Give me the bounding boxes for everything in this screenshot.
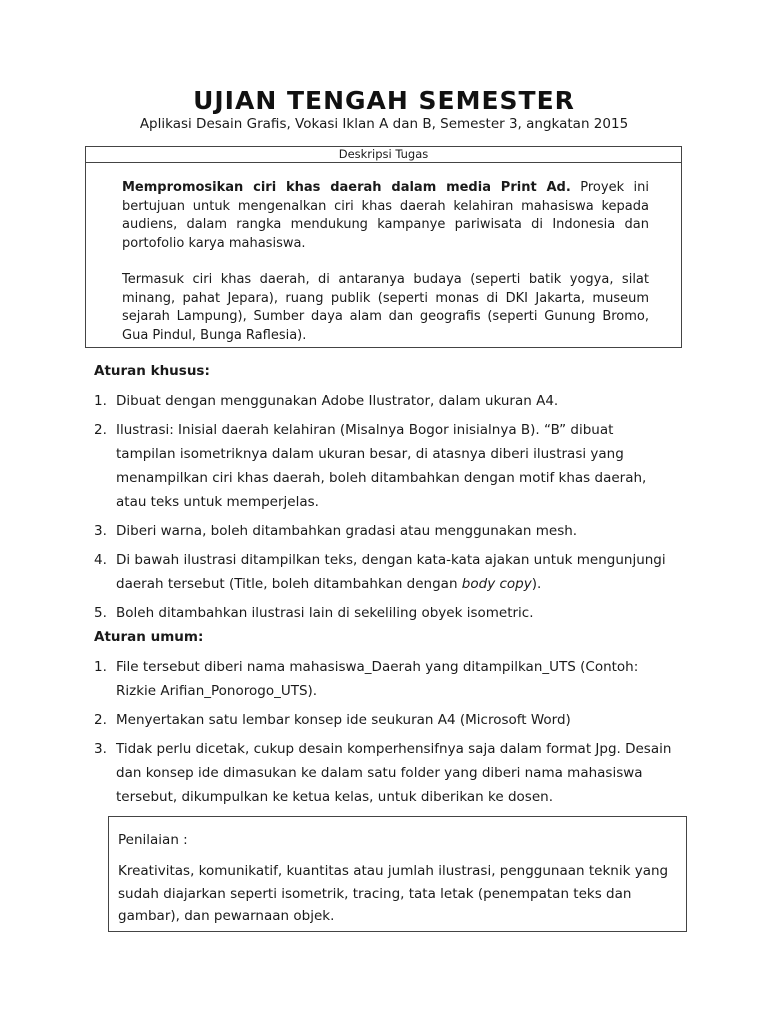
special-rules-list bbox=[94, 389, 676, 625]
list-item bbox=[94, 655, 676, 703]
description-lead: Mempromosikan ciri khas daerah dalam media Print Ad. bbox=[122, 180, 571, 195]
grading-text: Kreativitas, komunikatif, kuantitas atau jumlah ilustrasi, penggunaan teknik yang sudah diajarkan seperti isometrik, tracing, tata letak (penempatan teks dan gambar), dan pewarnaan objek. bbox=[118, 863, 669, 924]
grading-box bbox=[108, 816, 687, 932]
list-item bbox=[94, 737, 676, 809]
list-item-emphasis: body copy bbox=[461, 576, 532, 592]
list-item-number: 1. bbox=[94, 393, 107, 409]
general-rules-list bbox=[94, 655, 676, 809]
page-title: UJIAN TENGAH SEMESTER bbox=[193, 86, 575, 115]
list-item-text-end: ). bbox=[531, 576, 542, 592]
list-item-number: 3. bbox=[94, 523, 107, 539]
list-item-number: 1. bbox=[94, 659, 107, 675]
description-paragraph-1-text: Proyek ini bertujuan untuk mengenalkan ciri khas daerah kelahiran mahasiswa kepada audiens, dalam rangka mendukung kampanye pariwisata di Indonesia dan portofolio karya mahasiswa. bbox=[122, 180, 649, 251]
list-item-number: 2. bbox=[94, 422, 107, 438]
grading-heading: Penilaian : bbox=[118, 832, 188, 848]
description-paragraph-2: Termasuk ciri khas daerah, di antaranya budaya (seperti batik yogya, silat minang, pahat Jepara), ruang publik (seperti monas di DKI Jakarta, museum sejarah Lampung), Sumber daya alam dan geografis (seperti Gunung Bromo, Gua Pindul, Bunga Raflesia). bbox=[122, 272, 649, 343]
list-item-number: 5. bbox=[94, 605, 107, 621]
list-item bbox=[94, 519, 676, 543]
description-body bbox=[122, 179, 649, 363]
list-item bbox=[94, 708, 676, 732]
description-heading: Deskripsi Tugas bbox=[86, 147, 681, 163]
list-item bbox=[94, 389, 676, 413]
description-paragraph-1 bbox=[122, 179, 649, 253]
list-item-number: 4. bbox=[94, 552, 107, 568]
list-item bbox=[94, 418, 676, 514]
list-item bbox=[94, 601, 676, 625]
list-item-text: Menyertakan satu lembar konsep ide seukuran A4 (Microsoft Word) bbox=[116, 712, 571, 728]
list-item-number: 3. bbox=[94, 741, 107, 757]
list-item-text: File tersebut diberi nama mahasiswa_Daerah yang ditampilkan_UTS (Contoh: Rizkie Arifian_Ponorogo_UTS). bbox=[116, 659, 639, 699]
list-item-number: 2. bbox=[94, 712, 107, 728]
list-item bbox=[94, 548, 676, 596]
description-box bbox=[85, 146, 682, 348]
list-item-text: Boleh ditambahkan ilustrasi lain di sekeliling obyek isometric. bbox=[116, 605, 534, 621]
list-item-text: Dibuat dengan menggunakan Adobe Ilustrator, dalam ukuran A4. bbox=[116, 393, 559, 409]
list-item-text: Di bawah ilustrasi ditampilkan teks, dengan kata-kata ajakan untuk mengunjungi daerah tersebut (Title, boleh ditambahkan dengan bbox=[116, 552, 666, 592]
list-item-text: Diberi warna, boleh ditambahkan gradasi atau menggunakan mesh. bbox=[116, 523, 578, 539]
page-subtitle: Aplikasi Desain Grafis, Vokasi Iklan A dan B, Semester 3, angkatan 2015 bbox=[139, 116, 629, 132]
special-rules-heading: Aturan khusus: bbox=[94, 363, 210, 379]
list-item-text: Tidak perlu dicetak, cukup desain komperhensifnya saja dalam format Jpg. Desain dan konsep ide dimasukan ke dalam satu folder yang diberi nama mahasiswa tersebut, dikumpulkan ke ketua kelas, untuk diberikan ke dosen. bbox=[116, 741, 672, 805]
list-item-text: Ilustrasi: Inisial daerah kelahiran (Misalnya Bogor inisialnya B). “B” dibuat tampilan isometriknya dalam ukuran besar, di atasnya diberi ilustrasi yang menampilkan ciri khas daerah, boleh ditambahkan dengan motif khas daerah, atau teks untuk memperjelas. bbox=[116, 422, 647, 510]
general-rules-heading: Aturan umum: bbox=[94, 629, 204, 645]
